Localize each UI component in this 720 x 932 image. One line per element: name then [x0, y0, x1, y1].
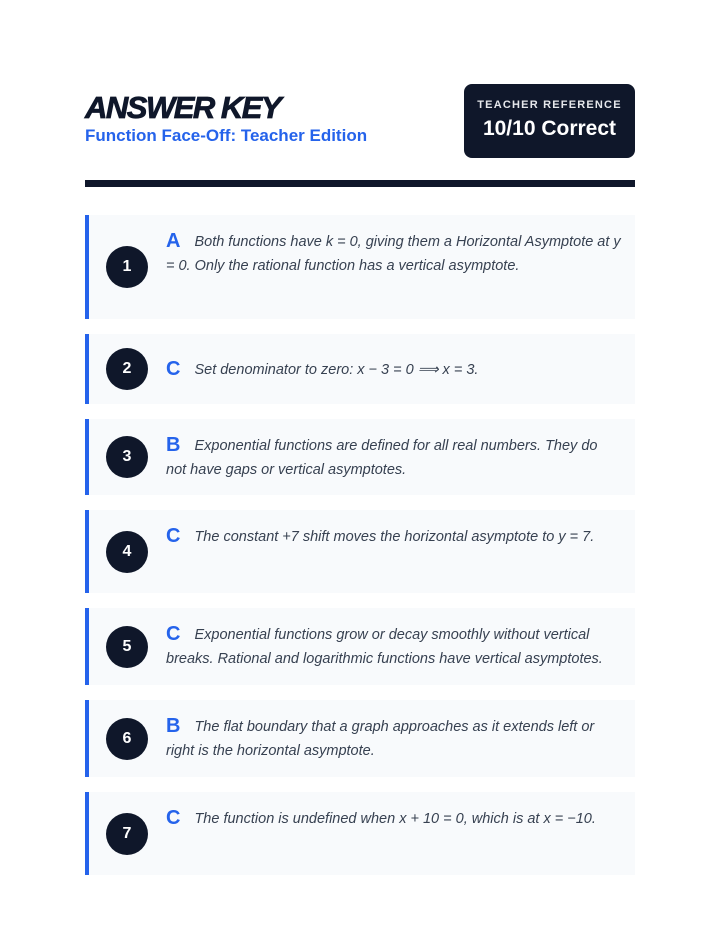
answer-letter: C	[166, 807, 181, 829]
answer-letter: C	[166, 358, 181, 380]
answer-letter: B	[166, 715, 181, 737]
answer-letter: A	[166, 230, 181, 252]
answer-explanation: Exponential functions grow or decay smoothly without vertical breaks. Rational and logarithmic functions have vertical asymptotes.	[166, 627, 603, 667]
answer-letter: C	[166, 623, 181, 645]
answer-explanation: The constant +7 shift moves the horizontal asymptote to y = 7.	[194, 529, 595, 545]
answer-explanation: Both functions have k = 0, giving them a Horizontal Asymptote at y = 0. Only the rational function has a vertical asymptote.	[166, 234, 621, 274]
question-number: 7	[106, 813, 148, 855]
answer-body	[166, 357, 621, 382]
answer-explanation: The flat boundary that a graph approaches as it extends left or right is the horizontal asymptote.	[166, 719, 595, 759]
answer-body	[166, 622, 621, 671]
answer-item	[85, 419, 635, 495]
score-value: 10/10 Correct	[482, 117, 617, 140]
answer-explanation: Exponential functions are defined for all real numbers. They do not have gaps or vertical asymptotes.	[166, 438, 598, 478]
answer-body	[166, 229, 621, 278]
teacher-reference-badge	[464, 84, 635, 158]
answer-body	[166, 714, 621, 763]
answer-item	[85, 792, 635, 875]
question-number: 4	[106, 531, 148, 573]
question-number: 3	[106, 436, 148, 478]
question-number: 1	[106, 246, 148, 288]
answer-body	[166, 806, 621, 831]
question-number: 2	[106, 348, 148, 390]
header-divider	[85, 180, 635, 187]
answer-item	[85, 700, 635, 777]
answer-explanation: The function is undefined when x + 10 = 0, which is at x = −10.	[194, 811, 596, 827]
answer-body	[166, 524, 621, 549]
answer-item	[85, 334, 635, 404]
header	[85, 84, 635, 164]
answer-item	[85, 608, 635, 685]
question-number: 6	[106, 718, 148, 760]
answer-body	[166, 433, 621, 482]
answer-explanation: Set denominator to zero: x − 3 = 0 ⟹ x = 3.	[194, 362, 479, 378]
answer-item	[85, 215, 635, 319]
page-subtitle: Function Face-Off: Teacher Edition	[85, 126, 368, 145]
reference-label: TEACHER REFERENCE	[477, 99, 622, 111]
page-title: ANSWER KEY	[85, 90, 281, 125]
answer-item	[85, 510, 635, 593]
answer-letter: C	[166, 525, 181, 547]
answer-letter: B	[166, 434, 181, 456]
question-number: 5	[106, 626, 148, 668]
